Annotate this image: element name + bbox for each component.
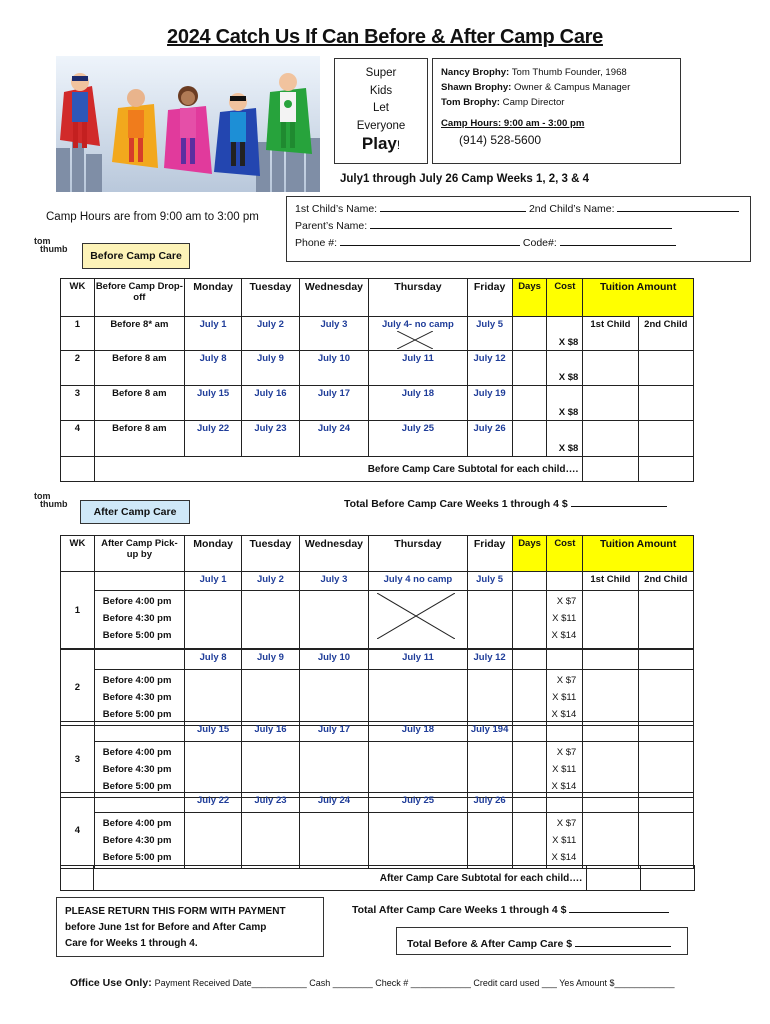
after-week-block [60, 571, 694, 649]
cost-value: X $14 [551, 630, 577, 641]
staff-name: Nancy Brophy: [441, 67, 510, 78]
tuition-child1[interactable] [583, 421, 638, 457]
date-cell[interactable]: July 1 [184, 317, 241, 351]
date-cell[interactable]: July 22 [184, 793, 241, 813]
staff-box [432, 58, 681, 164]
date-cell[interactable]: July 22 [184, 421, 241, 457]
grand-total-label: Total Before & After Camp Care $ [407, 938, 573, 950]
return-note-line: PLEASE RETURN THIS FORM WITH PAYMENT [65, 906, 286, 917]
date-cell[interactable]: July 10 [299, 650, 369, 670]
col-header-friday: Friday [467, 536, 512, 572]
phone-label: Phone #: [295, 237, 338, 249]
child2-header: 2nd Child [644, 319, 688, 330]
office-use-label: Office Use Only: [70, 977, 152, 989]
col-header-wednesday: Wednesday [299, 279, 369, 317]
no-camp-date: July 4- no camp [382, 319, 454, 330]
col-header-days: Days [512, 536, 547, 572]
cost-cell: X $8 [547, 386, 583, 421]
date-cell-no-camp [369, 317, 467, 351]
subtotal-row [61, 457, 694, 482]
tuition-child2[interactable] [638, 793, 693, 813]
slogan-play-word: Play [361, 134, 397, 153]
date-cell[interactable]: July 5 [467, 572, 512, 591]
date-cell[interactable]: July 4 no camp [369, 572, 467, 591]
date-cell[interactable]: July 8 [184, 351, 241, 386]
date-cell[interactable]: July 26 [467, 421, 512, 457]
date-cell[interactable]: July 1 [184, 572, 241, 591]
day-field[interactable] [242, 742, 299, 798]
before-total-line [344, 496, 667, 510]
col-header-tuesday: Tuesday [242, 536, 299, 572]
no-camp-cell [369, 591, 467, 649]
tuition-child1[interactable] [583, 386, 638, 421]
child-names-row [295, 201, 742, 218]
grand-total-field[interactable] [575, 936, 671, 947]
date-cell[interactable]: July 24 [299, 421, 369, 457]
date-cell[interactable]: July 12 [467, 351, 512, 386]
subtotal-child1[interactable] [583, 457, 638, 482]
days-field[interactable] [512, 317, 547, 351]
child-info-box [286, 196, 751, 262]
days-field[interactable] [512, 650, 547, 670]
col-header-cost: Cost [547, 536, 583, 572]
week-number: 1 [61, 572, 95, 649]
pickup-time: Before 4:30 pm [102, 613, 172, 624]
pickup-time: Before 4:30 pm [102, 692, 172, 703]
days-field[interactable] [512, 813, 547, 869]
subtotal-label: Before Camp Care Subtotal for each child…. [94, 457, 583, 482]
pickup-times [94, 742, 184, 798]
tuition-child2[interactable] [638, 351, 693, 386]
tuition-child1[interactable] [583, 722, 638, 742]
form-title: 2024 Catch Us If Can Before & After Camp Care [167, 26, 603, 48]
staff-role: Tom Thumb Founder, 1968 [511, 67, 627, 78]
col-header-cost: Cost [547, 279, 583, 317]
col-header-thursday: Thursday [369, 279, 467, 317]
dropoff-time: Before 8* am [94, 317, 184, 351]
pickup-time: Before 4:00 pm [102, 818, 172, 829]
col-header-monday: Monday [184, 279, 241, 317]
logo-text: thumb [40, 499, 68, 509]
days-field[interactable] [512, 742, 547, 798]
date-row [61, 793, 694, 813]
cost-value: X $7 [556, 747, 577, 758]
date-row [61, 572, 694, 591]
date-cell[interactable]: July 10 [299, 351, 369, 386]
table-header-row [61, 536, 694, 572]
child2-field[interactable] [617, 201, 739, 212]
date-cell[interactable]: July 3 [299, 572, 369, 591]
date-cell[interactable]: July 25 [369, 793, 467, 813]
tuition-child2[interactable] [638, 421, 693, 457]
after-week-block [60, 721, 694, 798]
after-total-line [352, 902, 669, 916]
logo-text: tom [34, 236, 51, 246]
time-row [61, 742, 694, 798]
tom-thumb-logo [34, 492, 68, 508]
phone-number: (914) 528-5600 [459, 133, 542, 147]
date-cell[interactable]: July 17 [299, 386, 369, 421]
date-cell[interactable]: July 23 [242, 421, 299, 457]
superhero-kids-image [56, 56, 320, 192]
child2-header: 2nd Child [644, 574, 688, 585]
days-field[interactable] [512, 793, 547, 813]
col-header-wednesday: Wednesday [299, 536, 369, 572]
date-cell[interactable]: July 17 [299, 722, 369, 742]
child1-field[interactable] [380, 201, 526, 212]
date-cell[interactable]: July 26 [467, 793, 512, 813]
tuition-child1[interactable] [583, 650, 638, 670]
code-label: Code#: [522, 237, 557, 249]
grand-total-box [396, 927, 688, 955]
date-cell[interactable]: July 11 [369, 650, 467, 670]
day-field[interactable] [299, 813, 369, 869]
week-number: 2 [61, 351, 95, 386]
slogan-play [335, 135, 427, 156]
subtotal-child2[interactable] [641, 866, 695, 891]
pickup-blank [94, 650, 184, 670]
slogan-line: Kids [369, 84, 393, 97]
cost-value: X $14 [551, 709, 577, 720]
date-cell[interactable]: July 15 [184, 722, 241, 742]
day-field[interactable] [299, 591, 369, 649]
days-field[interactable] [512, 421, 547, 457]
cost-value: X $11 [552, 613, 577, 624]
subtotal-child2[interactable] [638, 457, 693, 482]
return-note-line: before June 1st for Before and After Camp [65, 922, 267, 933]
tuition-child1[interactable] [583, 742, 638, 798]
date-cell[interactable]: July 194 [467, 722, 512, 742]
staff-role: Camp Director [502, 97, 565, 108]
cost-value: X $14 [551, 852, 577, 863]
days-field[interactable] [512, 591, 547, 649]
table-row [61, 386, 694, 421]
cost-cells [547, 591, 583, 649]
col-header-monday: Monday [184, 536, 241, 572]
code-field[interactable] [560, 235, 676, 246]
cost-cells [547, 742, 583, 798]
table-row [61, 351, 694, 386]
col-header-pickup: After Camp Pick-up by [94, 536, 184, 572]
tuition-child1[interactable] [583, 813, 638, 869]
date-cell[interactable]: July 18 [369, 386, 467, 421]
phone-row [295, 235, 742, 252]
parent-label: Parent’s Name: [295, 220, 368, 232]
child1-header: 1st Child [590, 574, 631, 585]
subtotal-row [61, 866, 695, 891]
col-header-friday: Friday [467, 279, 512, 317]
date-cell[interactable]: July 16 [242, 386, 299, 421]
child1-header: 1st Child [590, 319, 631, 330]
slogan-line: Super [365, 67, 397, 79]
cost-blank [547, 722, 583, 742]
pickup-times [94, 591, 184, 649]
date-cell[interactable]: July 9 [242, 351, 299, 386]
week-number: 4 [61, 793, 95, 869]
date-cell[interactable]: July 23 [242, 793, 299, 813]
staff-name: Shawn Brophy: [441, 82, 512, 93]
staff-name: Tom Brophy: [441, 97, 500, 108]
col-header-wk: WK [61, 279, 95, 317]
tuition-child2[interactable] [638, 670, 693, 726]
days-field[interactable] [512, 670, 547, 726]
cost-cell: X $8 [547, 421, 583, 457]
dropoff-time: Before 8 am [94, 351, 184, 386]
cost-value: X $11 [552, 692, 577, 703]
cost-value: X $14 [551, 781, 577, 792]
day-field[interactable] [184, 670, 241, 726]
pickup-time: Before 4:00 pm [102, 596, 172, 607]
cost-blank [547, 650, 583, 670]
date-cell[interactable]: July 25 [369, 421, 467, 457]
cost-cell: X $8 [547, 351, 583, 386]
after-total-field[interactable] [569, 902, 669, 913]
date-cell[interactable]: July 12 [467, 650, 512, 670]
tuition-child2[interactable] [638, 317, 693, 351]
pickup-time: Before 5:00 pm [102, 781, 172, 792]
col-header-tuesday: Tuesday [242, 279, 299, 317]
return-note-line: Care for Weeks 1 through 4. [65, 938, 198, 949]
slogan-exclaim: ! [396, 140, 401, 152]
week-number: 4 [61, 421, 95, 457]
pickup-time: Before 5:00 pm [102, 630, 172, 641]
time-row [61, 670, 694, 726]
return-note [56, 897, 324, 957]
tuition-child2[interactable] [638, 650, 693, 670]
after-week-block [60, 649, 694, 726]
office-use-fields: Payment Received Date___________ Cash ________ Check # ____________ Credit card used ___ Yes Amount $____________ [154, 978, 675, 988]
cost-value: X $11 [552, 835, 577, 846]
pickup-time: Before 4:00 pm [102, 747, 172, 758]
days-field[interactable] [512, 722, 547, 742]
tuition-child2[interactable] [638, 591, 693, 649]
after-total-label: Total After Camp Care Weeks 1 through 4 $ [352, 904, 567, 916]
before-total-label: Total Before Camp Care Weeks 1 through 4 $ [344, 498, 568, 510]
date-row [61, 722, 694, 742]
days-field[interactable] [512, 351, 547, 386]
tom-thumb-logo [34, 237, 68, 253]
tuition-child1[interactable] [583, 351, 638, 386]
day-field[interactable] [242, 813, 299, 869]
logo-text: tom [34, 491, 51, 501]
cost-blank [547, 793, 583, 813]
date-row [61, 650, 694, 670]
before-total-field[interactable] [571, 496, 667, 507]
table-row [61, 421, 694, 457]
date-cell[interactable]: July 11 [369, 351, 467, 386]
date-cell[interactable]: July 16 [242, 722, 299, 742]
cost-cells [547, 670, 583, 726]
day-field[interactable] [467, 591, 512, 649]
tuition-child2[interactable] [638, 722, 693, 742]
parent-row [295, 218, 742, 235]
logo-text: thumb [40, 244, 68, 254]
slogan-line: Everyone [356, 119, 406, 132]
camp-hours: Camp Hours: 9:00 am - 3:00 pm [441, 118, 585, 129]
tuition-child1[interactable] [583, 793, 638, 813]
cost-value: X $7 [556, 675, 577, 686]
date-cell[interactable]: July 19 [467, 386, 512, 421]
parent-field[interactable] [370, 218, 672, 229]
office-use-line [70, 977, 675, 989]
staff-role: Owner & Campus Manager [514, 82, 631, 93]
cost-cells [547, 813, 583, 869]
pickup-times [94, 813, 184, 869]
child2-label: 2nd Child’s Name: [528, 203, 615, 215]
week-number: 3 [61, 722, 95, 798]
day-field[interactable] [242, 591, 299, 649]
date-cell[interactable]: July 9 [242, 650, 299, 670]
date-cell[interactable]: July 2 [242, 317, 299, 351]
pickup-times [94, 670, 184, 726]
date-cell[interactable]: July 24 [299, 793, 369, 813]
week-number: 3 [61, 386, 95, 421]
tuition-child1[interactable] [583, 670, 638, 726]
after-subtotal-table [60, 865, 695, 891]
subtotal-blank [61, 457, 95, 482]
day-field[interactable] [467, 813, 512, 869]
cost-blank [547, 572, 583, 591]
camp-hours-line: Camp Hours are from 9:00 am to 3:00 pm [46, 211, 259, 223]
subtotal-label: After Camp Care Subtotal for each child…. [94, 866, 587, 891]
staff-line [441, 95, 672, 110]
cross-out-icon [397, 331, 433, 349]
col-header-thursday: Thursday [369, 536, 467, 572]
day-field[interactable] [467, 670, 512, 726]
table-header-row [61, 279, 694, 317]
col-header-tuition: Tuition Amount [583, 279, 694, 317]
subtotal-child1[interactable] [587, 866, 641, 891]
cost-cell: X $8 [547, 317, 583, 351]
after-camp-table [60, 535, 694, 572]
child1-label: 1st Child’s Name: [295, 203, 378, 215]
tuition-child1[interactable] [583, 591, 638, 649]
day-field[interactable] [369, 670, 467, 726]
date-cell[interactable]: July 2 [242, 572, 299, 591]
cost-value: X $11 [552, 764, 577, 775]
pickup-time: Before 4:30 pm [102, 764, 172, 775]
before-camp-table [60, 278, 694, 482]
date-cell[interactable]: July 15 [184, 386, 241, 421]
col-header-tuition: Tuition Amount [583, 536, 694, 572]
col-header-days: Days [512, 279, 547, 317]
table-row [61, 317, 694, 351]
cross-out-icon [377, 593, 455, 639]
day-field[interactable] [184, 742, 241, 798]
pickup-blank [94, 793, 184, 813]
slogan-box [334, 58, 428, 164]
day-field[interactable] [184, 591, 241, 649]
pickup-time: Before 4:00 pm [102, 675, 172, 686]
tuition-child2[interactable] [638, 742, 693, 798]
cost-value: X $7 [556, 596, 577, 607]
time-row [61, 591, 694, 649]
days-field[interactable] [512, 572, 547, 591]
pickup-blank [94, 722, 184, 742]
before-camp-care-label: Before Camp Care [82, 243, 190, 269]
col-header-wk: WK [61, 536, 95, 572]
cost-value: X $7 [556, 818, 577, 829]
day-field[interactable] [299, 742, 369, 798]
day-field[interactable] [369, 813, 467, 869]
dropoff-time: Before 8 am [94, 386, 184, 421]
pickup-time: Before 5:00 pm [102, 852, 172, 863]
week-number: 1 [61, 317, 95, 351]
phone-field[interactable] [340, 235, 520, 246]
day-field[interactable] [184, 813, 241, 869]
dropoff-time: Before 8 am [94, 421, 184, 457]
tuition-child1[interactable] [583, 317, 638, 351]
weeks-line: July1 through July 26 Camp Weeks 1, 2, 3 & 4 [340, 173, 590, 185]
subtotal-blank [61, 866, 94, 891]
time-row [61, 813, 694, 869]
date-cell[interactable]: July 5 [467, 317, 512, 351]
tuition-child2[interactable] [638, 813, 693, 869]
days-field[interactable] [512, 386, 547, 421]
pickup-blank [94, 572, 184, 591]
date-cell[interactable]: July 18 [369, 722, 467, 742]
after-camp-care-label: After Camp Care [80, 500, 190, 524]
week-number: 2 [61, 650, 95, 726]
day-field[interactable] [369, 742, 467, 798]
tuition-child2[interactable] [638, 572, 693, 591]
pickup-time: Before 5:00 pm [102, 709, 172, 720]
date-cell[interactable]: July 8 [184, 650, 241, 670]
staff-line [441, 65, 672, 80]
col-header-dropoff: Before Camp Drop-off [94, 279, 184, 317]
pickup-time: Before 4:30 pm [102, 835, 172, 846]
day-field[interactable] [242, 670, 299, 726]
after-week-block [60, 792, 694, 869]
date-cell[interactable]: July 3 [299, 317, 369, 351]
day-field[interactable] [467, 742, 512, 798]
day-field[interactable] [299, 670, 369, 726]
tuition-child1[interactable] [583, 572, 638, 591]
tuition-child2[interactable] [638, 386, 693, 421]
slogan-line: Let [373, 102, 389, 114]
staff-line [441, 80, 672, 95]
